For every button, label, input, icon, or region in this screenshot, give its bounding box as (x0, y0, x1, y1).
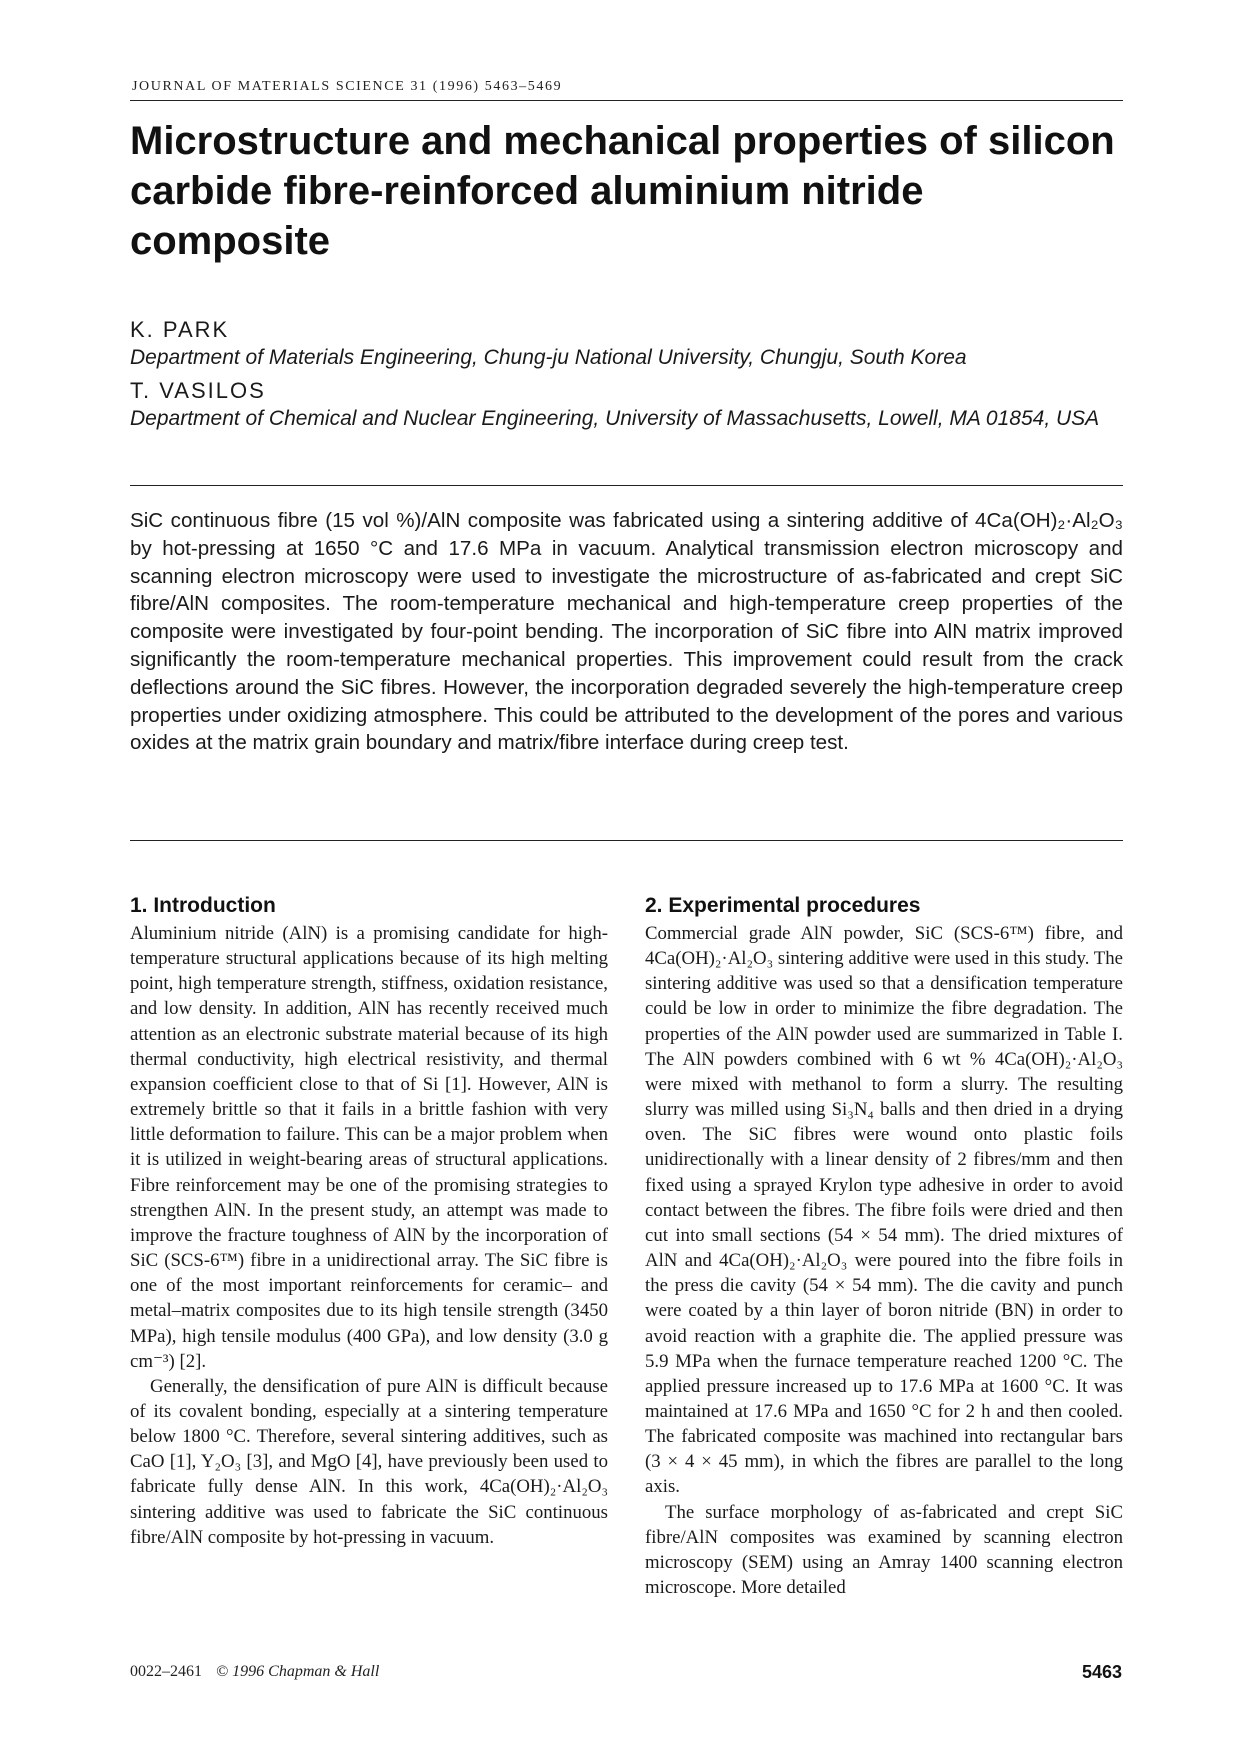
author-block (130, 316, 1130, 438)
author-affiliation: Department of Materials Engineering, Chung-ju National University, Chungju, South Korea (130, 346, 967, 369)
section-heading: 1. Introduction (130, 894, 276, 917)
author-name: K. PARK (130, 317, 230, 342)
author-affiliation: Department of Chemical and Nuclear Engineering, University of Massachusetts, Lowell, MA 01854, USA (130, 407, 1100, 430)
section-heading: 2. Experimental procedures (645, 894, 921, 917)
page-number: 5463 (1081, 1662, 1122, 1682)
author-name: T. VASILOS (130, 378, 266, 403)
paper-title: Microstructure and mechanical properties of silicon carbide fibre-reinforced aluminium nitride composite (130, 119, 1115, 263)
left-column (130, 893, 608, 1550)
paragraph: The surface morphology of as-fabricated and crept SiC fibre/AlN composites was examined by scanning electron microscopy (SEM) using an Amray 1400 scanning electron microscope. More detailed (645, 1501, 1123, 1599)
abstract-bottom-rule (130, 840, 1123, 841)
header-rule (130, 100, 1123, 101)
journal-header: JOURNAL OF MATERIALS SCIENCE 31 (1996) 5463–5469 (132, 79, 563, 94)
abstract: SiC continuous fibre (15 vol %)/AlN composite was fabricated using a sintering additive of 4Ca(OH)₂·Al₂O₃ by hot-pressing at 1650 °C and 17.6 MPa in vacuum. Analytical transmission electron microscopy and scanning electron microscopy were used to investigate the microstructure of as-fabricated and crept SiC fibre/AlN composites. The room-temperature mechanical and high-temperature creep properties of the composite were investigated by four-point bending. The incorporation of SiC fibre into AlN matrix improved significantly the room-temperature mechanical properties. This improvement could result from the crack deflections around the SiC fibres. However, the incorporation degraded severely the high-temperature creep properties under oxidizing atmosphere. This could be attributed to the development of the pores and various oxides at the matrix grain boundary and matrix/fibre interface during creep test. (130, 509, 1123, 755)
abstract-top-rule (130, 485, 1123, 486)
paragraph: Commercial grade AlN powder, SiC (SCS-6™) fibre, and 4Ca(OH)₂·Al₂O₃ sintering additive were used in this study. The sintering additive was used so that a densification temperature could be low in order to minimize the fibre degradation. The properties of the AlN powder used are summarized in Table I. The AlN powders combined with 6 wt % 4Ca(OH)₂·Al₂O₃ were mixed with methanol to form a slurry. The resulting slurry was milled using Si₃N₄ balls and then dried in a drying oven. The SiC fibres were wound onto plastic foils unidirectionally with a linear density of 2 fibres/mm and then fixed using a sprayed Krylon type adhesive in order to avoid contact between the fibres. The fibre foils were dried and then cut into small sections (54 × 54 mm). The dried mixtures of AlN and 4Ca(OH)₂·Al₂O₃ were poured into the fibre foils in the press die cavity (54 × 54 mm). The die cavity and punch were coated by a thin layer of boron nitride (BN) in order to avoid reaction with a graphite die. The applied pressure was 5.9 MPa when the furnace temperature reached 1200 °C. The applied pressure increased up to 17.6 MPa at 1600 °C. It was maintained at 17.6 MPa and 1650 °C for 2 h and then cooled. The fabricated composite was machined into rectangular bars (3 × 4 × 45 mm), in which the fibres are parallel to the long axis. (645, 923, 1123, 1498)
footer-copyright (130, 1663, 379, 1681)
publisher: © 1996 Chapman & Hall (216, 1663, 380, 1680)
paragraph: Aluminium nitride (AlN) is a promising candidate for high-temperature structural applications because of its high melting point, high temperature strength, stiffness, oxidation resistance, and low density. In addition, AlN has recently received much attention as an electronic substrate material because of its high thermal conductivity, high electrical resistivity, and thermal expansion coefficient close to that of Si [1]. However, AlN is extremely brittle so that it fails in a brittle fashion with very little deformation to failure. This can be a major problem when it is utilized in weight-bearing areas of structural applications. Fibre reinforcement may be one of the promising strategies to strengthen AlN. In the present study, an attempt was made to improve the fracture toughness of AlN by the incorporation of SiC (SCS-6™) fibre in a unidirectional array. The SiC fibre is one of the most important reinforcements for ceramic– and metal–matrix composites due to its high tensile strength (3450 MPa), high tensile modulus (400 GPa), and low density (3.0 g cm⁻³) [2]. (130, 923, 608, 1372)
paragraph: Generally, the densification of pure AlN is difficult because of its covalent bonding, especially at a sintering temperature below 1800 °C. Therefore, several sintering additives, such as CaO [1], Y₂O₃ [3], and MgO [4], have previously been used to fabricate fully dense AlN. In this work, 4Ca(OH)₂·Al₂O₃ sintering additive was used to fabricate the SiC continuous fibre/AlN composite by hot-pressing in vacuum. (130, 1375, 608, 1548)
right-column (645, 893, 1123, 1600)
issn: 0022–2461 (130, 1663, 202, 1680)
